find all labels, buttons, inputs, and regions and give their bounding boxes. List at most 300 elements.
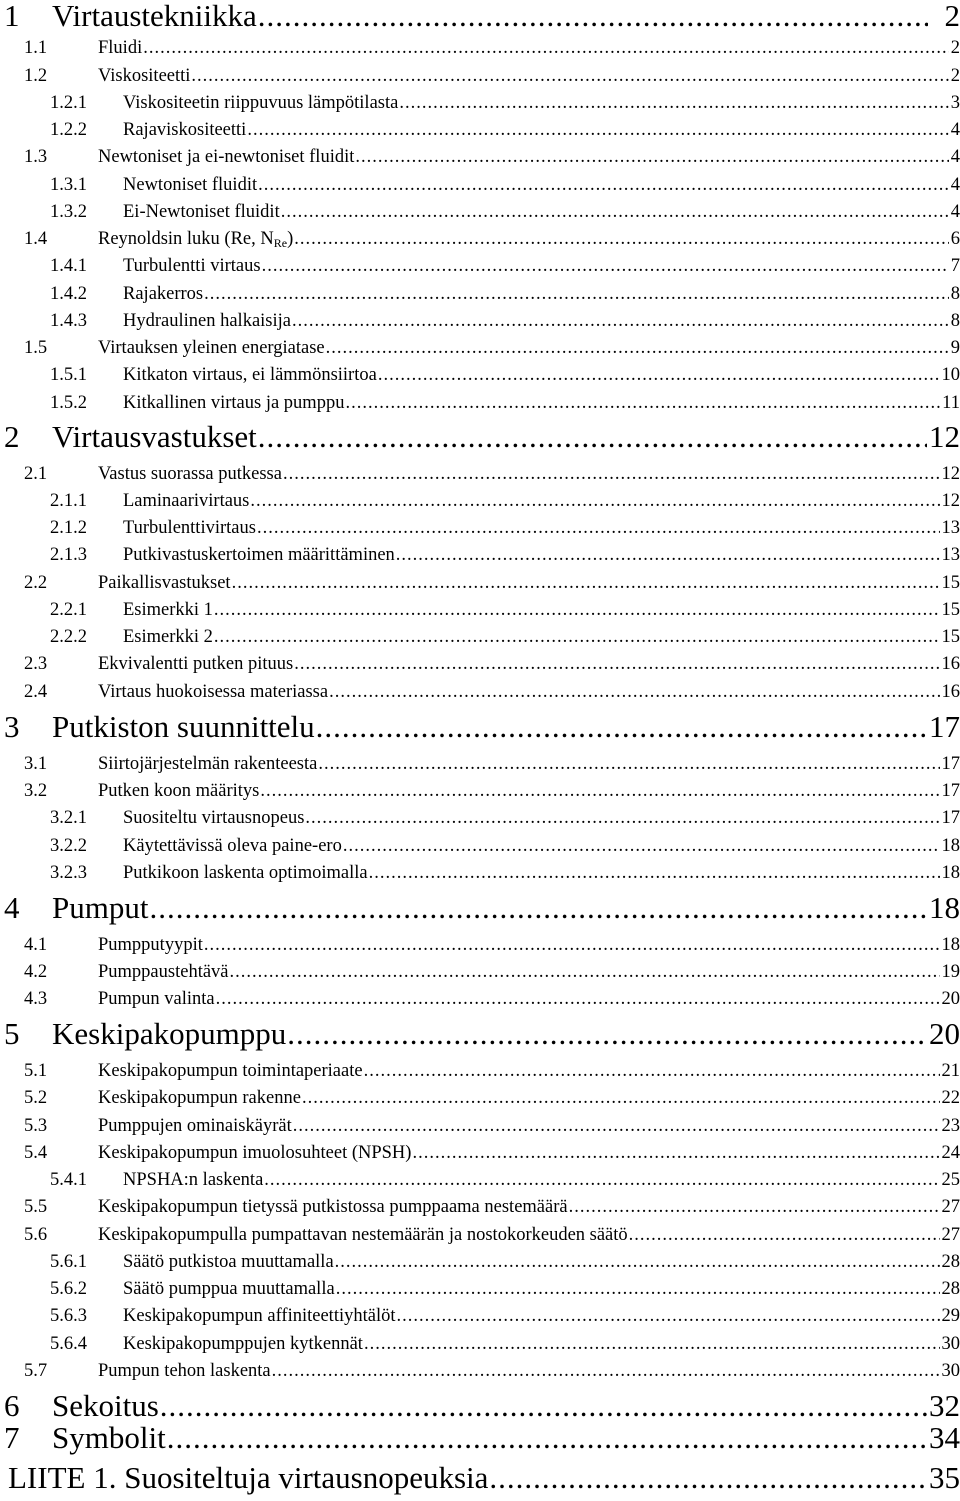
toc-entry-number: 1.3.2 [50, 201, 87, 222]
toc-entry-number: 2.2 [24, 572, 48, 593]
toc-page-number[interactable]: 17 [941, 780, 960, 801]
toc-page-number[interactable]: 9 [950, 337, 960, 358]
toc-entry-title-text: Pumpputyypit [98, 934, 203, 955]
toc-chapter[interactable] [0, 1460, 960, 1496]
toc-entry-title-text: Keskipakopumpulla pumpattavan nestemäärän ja nostokorkeuden säätö [98, 1224, 628, 1245]
toc-page-number[interactable]: 30 [941, 1333, 960, 1354]
toc-entry-title-text: Viskositeetti [98, 65, 191, 86]
toc-entry-title[interactable] [123, 1253, 334, 1272]
dot-leader [272, 1362, 940, 1381]
toc-entry-title[interactable] [123, 492, 249, 511]
toc-entry-title-text: Sekoitus [52, 1388, 159, 1424]
toc-entry-number: 1.2.2 [50, 119, 87, 140]
dot-leader [204, 936, 940, 955]
dot-leader [396, 546, 940, 565]
toc-entry-title-text: Rajakerros [123, 283, 204, 304]
toc-entry-number: 2.1.1 [50, 490, 87, 511]
toc-entry[interactable] [0, 936, 960, 955]
toc-entry[interactable] [0, 1171, 960, 1190]
toc-entry-title-text: Keskipakopumppu [52, 1016, 287, 1052]
dot-leader [399, 94, 948, 113]
toc-entry-title[interactable] [98, 1117, 292, 1136]
dot-leader [343, 837, 940, 856]
toc-page-number[interactable]: 16 [941, 653, 960, 674]
toc-entry-title[interactable] [123, 312, 291, 331]
toc-page-number[interactable]: 13 [941, 517, 960, 538]
toc-entry-title[interactable] [123, 601, 213, 620]
toc-entry-title-text: Paikallisvastukset [98, 572, 231, 593]
toc-entry[interactable] [0, 837, 960, 856]
toc-entry-title[interactable] [98, 1062, 363, 1081]
toc-entry-title-text: Esimerkki 1 [123, 599, 213, 620]
dot-leader [262, 257, 949, 276]
toc-chapter[interactable] [0, 1016, 960, 1052]
dot-leader [260, 782, 939, 801]
dot-leader [214, 601, 940, 620]
dot-leader [302, 1089, 940, 1108]
toc-entry[interactable] [0, 366, 960, 385]
dot-leader [281, 203, 949, 222]
toc-entry-title[interactable] [52, 890, 149, 926]
toc-page-number[interactable]: 28 [941, 1278, 960, 1299]
toc-entry-number: 1.3.1 [50, 174, 87, 195]
toc-entry-subscript: Re [273, 235, 288, 250]
dot-leader [143, 39, 949, 58]
toc-entry[interactable] [0, 782, 960, 801]
dot-leader [287, 1018, 927, 1049]
toc-entry-title-text: Pumput [52, 890, 149, 926]
toc-entry-title[interactable] [98, 148, 354, 167]
dot-leader [160, 1390, 927, 1421]
toc-page-number[interactable]: 4 [950, 201, 960, 222]
toc-page-number[interactable]: 30 [941, 1360, 960, 1381]
toc-entry-title-text: Putkivastuskertoimen määrittäminen [123, 544, 395, 565]
toc-entry[interactable] [0, 864, 960, 883]
toc-entry-title-text: Pumpun valinta [98, 988, 215, 1009]
toc-entry-number: 2.3 [24, 653, 48, 674]
toc-entry-title-text: Pumppujen ominaiskäyrät [98, 1115, 292, 1136]
dot-leader [292, 312, 949, 331]
toc-page-number[interactable]: 29 [941, 1305, 960, 1326]
dot-leader [294, 655, 939, 674]
dot-leader [230, 963, 940, 982]
toc-entry[interactable] [0, 755, 960, 774]
toc-page-number[interactable]: 6 [950, 228, 960, 249]
toc-page-number[interactable]: 21 [941, 1060, 960, 1081]
toc-entry-title[interactable] [98, 755, 317, 774]
toc-entry[interactable] [0, 809, 960, 828]
dot-leader [355, 148, 948, 167]
toc-entry-number: 2.1.3 [50, 544, 87, 565]
dot-leader [364, 1062, 940, 1081]
toc-page-number[interactable]: 18 [941, 862, 960, 883]
toc-entry[interactable] [0, 94, 960, 113]
dot-leader [283, 465, 940, 484]
toc-entry-title-text: Newtoniset ja ei-newtoniset fluidit [98, 146, 355, 167]
toc-entry[interactable] [0, 492, 960, 511]
toc-entry-number: 3.1 [24, 753, 48, 774]
toc-entry-title[interactable] [98, 1362, 271, 1381]
toc-chapter[interactable] [0, 0, 960, 34]
dot-leader [293, 1117, 940, 1136]
toc-page-number[interactable]: 10 [941, 364, 960, 385]
toc-entry-number: 2.1.2 [50, 517, 87, 538]
toc-entry-number: 1.5 [24, 337, 48, 358]
toc-entry-number: 2.4 [24, 681, 48, 702]
dot-leader [326, 339, 949, 358]
toc-page-number[interactable]: 23 [941, 1115, 960, 1136]
dot-leader [232, 574, 940, 593]
toc-entry-title[interactable] [123, 837, 342, 856]
toc-entry[interactable] [0, 148, 960, 167]
toc-entry-number: 1.5.1 [50, 364, 87, 385]
toc-entry-number: 4.3 [24, 988, 48, 1009]
toc-entry-title[interactable] [123, 1280, 335, 1299]
toc-entry-number: 3.2.3 [50, 862, 87, 883]
toc-entry-title[interactable] [98, 39, 142, 58]
toc-entry[interactable] [0, 203, 960, 222]
toc-entry-number: 5.2 [24, 1087, 48, 1108]
toc-entry-title-text: Virtaustekniikka [52, 0, 257, 34]
toc-entry-title-text: Rajaviskositeetti [123, 119, 247, 140]
toc-page-number[interactable]: 8 [950, 283, 960, 304]
toc-entry[interactable] [0, 257, 960, 276]
dot-leader [569, 1198, 940, 1217]
toc-entry-title[interactable] [98, 67, 190, 86]
toc-entry-number: 1.4.3 [50, 310, 87, 331]
toc-entry[interactable] [0, 990, 960, 1009]
toc-entry-title-text: Putkikoon laskenta optimoimalla [123, 862, 368, 883]
toc-entry-number: 3.2 [24, 780, 48, 801]
toc-entry-title[interactable] [123, 176, 257, 195]
toc-entry-number: 5.6.4 [50, 1333, 87, 1354]
toc-entry-title[interactable] [123, 366, 377, 385]
toc-entry[interactable] [0, 1226, 960, 1245]
dot-leader [257, 519, 940, 538]
toc-entry-title[interactable] [52, 709, 315, 745]
toc-page-number[interactable]: 24 [941, 1142, 960, 1163]
toc-page-number[interactable]: 4 [950, 119, 960, 140]
toc-entry-title[interactable] [98, 990, 215, 1009]
toc-entry-number: 4.2 [24, 961, 48, 982]
toc-page-number[interactable]: 27 [941, 1196, 960, 1217]
toc-entry-number: 5 [4, 1016, 20, 1052]
toc-entry[interactable] [0, 1117, 960, 1136]
toc-page-number[interactable]: 12 [929, 419, 960, 455]
toc-entry-title-text: Ei-Newtoniset fluidit [123, 201, 280, 222]
toc-entry-title[interactable] [123, 1307, 395, 1326]
toc-page-number[interactable]: 11 [942, 392, 960, 413]
toc-entry-title[interactable] [98, 683, 328, 702]
dot-leader [378, 366, 940, 385]
toc-entry[interactable] [0, 1062, 960, 1081]
toc-page-number[interactable]: 2 [944, 0, 960, 34]
toc-entry-title[interactable] [52, 419, 257, 455]
dot-leader [396, 1307, 939, 1326]
toc-page-number[interactable]: 8 [950, 310, 960, 331]
toc-entry-title-text: Virtauksen yleinen energiatase [98, 337, 325, 358]
toc-entry[interactable] [0, 683, 960, 702]
toc-entry-number: 2 [4, 419, 20, 455]
toc-entry-number: 5.3 [24, 1115, 48, 1136]
toc-entry-number: 5.6.1 [50, 1251, 87, 1272]
toc-page-number[interactable]: 32 [929, 1388, 960, 1424]
toc-entry[interactable] [0, 465, 960, 484]
toc-entry-title[interactable] [98, 230, 293, 249]
toc-entry-number: 7 [4, 1420, 20, 1456]
toc-entry-number: 4.1 [24, 934, 48, 955]
toc-entry[interactable] [0, 176, 960, 195]
toc-entry-title[interactable] [98, 465, 282, 484]
toc-entry-title[interactable] [52, 1388, 159, 1424]
toc-entry-number: 5.5 [24, 1196, 48, 1217]
toc-entry-title[interactable] [98, 1226, 628, 1245]
dot-leader [264, 1171, 939, 1190]
toc-page-number[interactable]: 17 [941, 807, 960, 828]
dot-leader [191, 67, 948, 86]
toc-entry-title-text: Esimerkki 2 [123, 626, 213, 647]
toc-entry[interactable] [0, 963, 960, 982]
toc-entry-number: 1.5.2 [50, 392, 87, 413]
toc-entry[interactable] [0, 1280, 960, 1299]
toc-entry-title-text: Turbulentti virtaus [123, 255, 261, 276]
toc-entry-title-text: Putkiston suunnittelu [52, 709, 315, 745]
toc-entry-title[interactable] [98, 936, 203, 955]
toc-entry[interactable] [0, 230, 960, 249]
dot-leader [629, 1226, 940, 1245]
toc-page-number[interactable]: 15 [941, 599, 960, 620]
toc-chapter[interactable] [0, 1420, 960, 1456]
toc-entry-title-text: Keskipakopumpun tietyssä putkistossa pumppaama nestemäärä [98, 1196, 568, 1217]
dot-leader [204, 285, 949, 304]
toc-entry-number: 2.2.2 [50, 626, 87, 647]
dot-leader [250, 492, 939, 511]
toc-entry-title[interactable] [98, 963, 229, 982]
toc-entry-title[interactable] [98, 339, 325, 358]
toc-entry-title-text: Kitkallinen virtaus ja pumppu [123, 392, 345, 413]
toc-entry-title-text: Virtaus huokoisessa materiassa [98, 681, 329, 702]
toc-entry-title[interactable] [123, 394, 344, 413]
toc-entry-title[interactable] [52, 1016, 287, 1052]
toc-page-number[interactable]: 34 [929, 1420, 960, 1456]
toc-entry-title-text: Säätö pumppua muuttamalla [123, 1278, 335, 1299]
toc-entry[interactable] [0, 1144, 960, 1163]
toc-entry-title-text: Reynoldsin luku (Re, N [98, 228, 274, 249]
toc-entry[interactable] [0, 1362, 960, 1381]
toc-page-number[interactable]: 2 [950, 37, 960, 58]
toc-page-number[interactable]: 18 [941, 934, 960, 955]
toc-entry-title-text: LIITE 1. Suositeltuja virtausnopeuksia [8, 1460, 489, 1496]
toc-chapter[interactable] [0, 709, 960, 745]
toc-page-number[interactable]: 20 [941, 988, 960, 1009]
toc-page-number[interactable]: 35 [929, 1460, 960, 1496]
dot-leader [214, 628, 940, 647]
toc-entry-title-text: Turbulenttivirtaus [123, 517, 256, 538]
toc-entry-title[interactable] [123, 121, 246, 140]
toc-entry-title[interactable] [123, 809, 304, 828]
toc-entry-title[interactable] [123, 864, 368, 883]
toc-entry-title-text: Pumppaustehtävä [98, 961, 229, 982]
toc-entry-number: 1.2 [24, 65, 48, 86]
toc-entry-title-text: Putken koon määritys [98, 780, 260, 801]
toc-entry-title[interactable] [98, 655, 293, 674]
dot-leader [247, 121, 948, 140]
dot-leader [258, 176, 949, 195]
toc-entry-number: 3.2.2 [50, 835, 87, 856]
toc-page-number[interactable]: 19 [941, 961, 960, 982]
toc-entry-number: 1.3 [24, 146, 48, 167]
toc-page-number[interactable]: 18 [941, 835, 960, 856]
toc-entry-number: 1.4 [24, 228, 48, 249]
toc-entry-number: 6 [4, 1388, 20, 1424]
toc-entry-title[interactable] [123, 546, 395, 565]
toc-entry-title[interactable] [98, 1089, 301, 1108]
toc-entry-title-text: Laminaarivirtaus [123, 490, 250, 511]
toc-entry[interactable] [0, 67, 960, 86]
toc-entry-number: 5.4.1 [50, 1169, 87, 1190]
toc-entry-title-text: Kitkaton virtaus, ei lämmönsiirtoa [123, 364, 377, 385]
toc-entry-title-text: Hydraulinen halkaisija [123, 310, 291, 331]
toc-page-number[interactable]: 13 [941, 544, 960, 565]
toc-entry-title-text: NPSHA:n laskenta [123, 1169, 264, 1190]
toc-entry[interactable] [0, 519, 960, 538]
toc-entry-title-text: Säätö putkistoa muuttamalla [123, 1251, 334, 1272]
toc-page-number[interactable]: 22 [941, 1087, 960, 1108]
toc-entry-title-text: Newtoniset fluidit [123, 174, 258, 195]
toc-entry-number: 2.1 [24, 463, 48, 484]
toc-entry-title-text: Keskipakopumpun toimintaperiaate [98, 1060, 363, 1081]
toc-entry-title-end: ) [287, 228, 294, 249]
toc-chapter[interactable] [0, 890, 960, 926]
toc-entry-title-text: Keskipakopumpun rakenne [98, 1087, 301, 1108]
toc-entry-number: 1.1 [24, 37, 48, 58]
dot-leader [318, 755, 939, 774]
toc-page-number[interactable]: 4 [950, 174, 960, 195]
toc-page-number[interactable]: 2 [950, 65, 960, 86]
dot-leader [329, 683, 939, 702]
toc-chapter[interactable] [0, 1388, 960, 1424]
toc-entry-title[interactable] [123, 203, 280, 222]
toc-entry[interactable] [0, 285, 960, 304]
toc-entry-title[interactable] [98, 1198, 568, 1217]
toc-page-number[interactable]: 25 [941, 1169, 960, 1190]
toc-entry-number: 5.6.3 [50, 1305, 87, 1326]
toc-page-number[interactable]: 15 [941, 626, 960, 647]
toc-entry-title[interactable] [123, 1335, 363, 1354]
toc-page-number[interactable]: 15 [941, 572, 960, 593]
dot-leader [316, 711, 927, 742]
toc-page-number[interactable]: 12 [941, 463, 960, 484]
toc-entry-number: 3.2.1 [50, 807, 87, 828]
toc-entry-title-text: Fluidi [98, 37, 143, 58]
dot-leader [345, 394, 940, 413]
toc-entry-number: 1 [4, 0, 20, 34]
dot-leader [369, 864, 940, 883]
toc-page-number[interactable]: 7 [950, 255, 960, 276]
toc-entry[interactable] [0, 1198, 960, 1217]
toc-entry[interactable] [0, 339, 960, 358]
toc-page-number[interactable]: 27 [941, 1224, 960, 1245]
dot-leader [305, 809, 939, 828]
toc-entry-number: 5.4 [24, 1142, 48, 1163]
toc-entry-title-text: Suositeltu virtausnopeus [123, 807, 305, 828]
toc-entry[interactable] [0, 312, 960, 331]
dot-leader [216, 990, 940, 1009]
toc-chapter[interactable] [0, 419, 960, 455]
toc-page-number[interactable]: 12 [941, 490, 960, 511]
toc-entry[interactable] [0, 546, 960, 565]
dot-leader [489, 1462, 927, 1493]
toc-entry[interactable] [0, 574, 960, 593]
dot-leader [412, 1144, 939, 1163]
toc-entry[interactable] [0, 601, 960, 620]
toc-entry-title[interactable] [98, 574, 231, 593]
toc-entry-title[interactable] [123, 519, 256, 538]
toc-entry-title-text: Ekvivalentti putken pituus [98, 653, 294, 674]
toc-page-number[interactable]: 4 [950, 146, 960, 167]
dot-leader [167, 1422, 927, 1453]
toc-entry-title-text: Keskipakopumpun affiniteettiyhtälöt [123, 1305, 396, 1326]
toc-entry-title-text: Keskipakopumppujen kytkennät [123, 1333, 363, 1354]
toc-entry[interactable] [0, 628, 960, 647]
toc-entry[interactable] [0, 394, 960, 413]
toc-entry-number: 3 [4, 709, 20, 745]
toc-entry[interactable] [0, 1307, 960, 1326]
toc-entry[interactable] [0, 1335, 960, 1354]
toc-entry[interactable] [0, 655, 960, 674]
toc-entry-number: 1.4.1 [50, 255, 87, 276]
toc-entry-title[interactable] [8, 1460, 489, 1496]
toc-page-number[interactable]: 17 [929, 709, 960, 745]
toc-entry-title[interactable] [123, 285, 203, 304]
toc-entry[interactable] [0, 1253, 960, 1272]
toc-page-number[interactable]: 16 [941, 681, 960, 702]
toc-entry-title[interactable] [123, 257, 261, 276]
toc-entry-title-text: Siirtojärjestelmän rakenteesta [98, 753, 318, 774]
toc-entry-title[interactable] [52, 0, 257, 34]
toc-entry-number: 5.6 [24, 1224, 48, 1245]
toc-entry-title[interactable] [98, 782, 259, 801]
toc-entry-number: 1.2.1 [50, 92, 87, 113]
toc-entry-title-text: Viskositeetin riippuvuus lämpötilasta [123, 92, 399, 113]
toc-entry-number: 5.1 [24, 1060, 48, 1081]
dot-leader [336, 1280, 940, 1299]
toc-page-number[interactable]: 3 [950, 92, 960, 113]
dot-leader [294, 230, 948, 249]
toc-entry[interactable] [0, 1089, 960, 1108]
toc-entry[interactable] [0, 121, 960, 140]
toc-page-number[interactable]: 28 [941, 1251, 960, 1272]
toc-entry-title-text: Symbolit [52, 1420, 166, 1456]
toc-entry-title-text: Keskipakopumpun imuolosuhteet (NPSH) [98, 1142, 412, 1163]
toc-entry-number: 5.7 [24, 1360, 48, 1381]
toc-page-number[interactable]: 17 [941, 753, 960, 774]
dot-leader [149, 892, 927, 923]
toc-entry[interactable] [0, 39, 960, 58]
toc-page-number[interactable]: 20 [929, 1016, 960, 1052]
toc-entry-title[interactable] [98, 1144, 411, 1163]
toc-entry-title[interactable] [123, 94, 398, 113]
toc-entry-title[interactable] [123, 628, 213, 647]
toc-page-number[interactable]: 18 [929, 890, 960, 926]
toc-entry-number: 2.2.1 [50, 599, 87, 620]
toc-entry-title-text: Käytettävissä oleva paine-ero [123, 835, 342, 856]
toc-entry-title-text: Pumpun tehon laskenta [98, 1360, 271, 1381]
toc-entry-title-text: Virtausvastukset [52, 419, 257, 455]
toc-entry-title[interactable] [123, 1171, 263, 1190]
toc-entry-title[interactable] [52, 1420, 166, 1456]
dot-leader [364, 1335, 940, 1354]
